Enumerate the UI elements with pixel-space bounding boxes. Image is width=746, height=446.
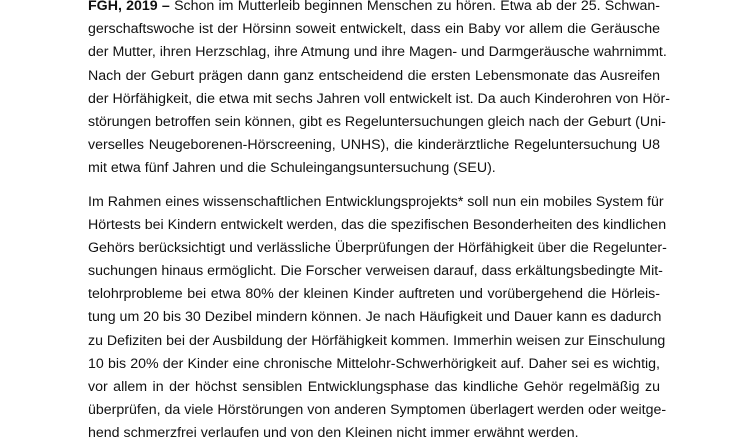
paragraph-line <box>88 0 660 18</box>
paragraph-line: mit etwa fünf Jahren und die Schuleingangsuntersuchung (SEU). <box>88 160 496 177</box>
paragraph-line: hend schmerzfrei verlaufen und von den Kleinen nicht immer erwähnt werden. <box>88 425 579 442</box>
paragraph-line: überprüfen, da viele Hörstörungen von anderen Symptomen überlagert werden oder weitge- <box>88 402 667 419</box>
paragraph-gap <box>88 181 660 191</box>
paragraph-line: Im Rahmen eines wissenschaftlichen Entwicklungsprojekts* soll nun ein mobiles System für <box>88 193 664 210</box>
paragraph-line: der Mutter, ihren Herzschlag, ihre Atmung und ihre Magen- und Darmgeräusche wahrnimmt. <box>88 44 667 61</box>
paragraph-line: der Hörfähigkeit, die etwa mit sechs Jahren voll entwickelt ist. Da auch Kinderohren von Hör- <box>88 90 670 107</box>
paragraph-project <box>88 191 667 446</box>
paragraph-line: 10 bis 20% der Kinder eine chronische Mittelohr-Schwerhörigkeit auf. Daher sei es wichtig, <box>88 355 660 372</box>
paragraph-line: verselles Neugeborenen-Hörscreening, UNHS), die kinderärztliche Regeluntersuchung U8 <box>88 137 660 154</box>
paragraph-line-text: Schon im Mutterleib beginnen Menschen zu hören. Etwa ab der 25. Schwan- <box>169 0 660 14</box>
paragraph-line: Hörtests bei Kindern entwickelt werden, das die spezifischen Besonderheiten des kindlichen <box>88 216 667 233</box>
paragraph-intro <box>88 0 670 181</box>
paragraph-line: zu Defiziten bei der Ausbildung der Hörfähigkeit kommen. Immerhin weisen zur Einschulung <box>88 332 666 349</box>
paragraph-line: tung um 20 bis 30 Dezibel mindern können. Je nach Häufigkeit und Dauer kann es dadurch <box>88 309 662 326</box>
paragraph-line: telohrprobleme bei etwa 80% der kleinen Kinder auftreten und vorübergehend die Hörleis- <box>88 286 660 303</box>
dateline: FGH, 2019 – <box>88 0 170 14</box>
paragraph-line: vor allem in der höchst sensiblen Entwicklungsphase das kindliche Gehör regelmäßig zu <box>88 379 660 395</box>
document-body <box>88 0 670 446</box>
paragraph-line: suchungen hinaus ermöglicht. Die Forscher verweisen darauf, dass erkältungsbedingte Mit- <box>88 263 663 280</box>
paragraph-line: gerschaftswoche ist der Hörsinn soweit entwickelt, dass ein Baby vor allem die Geräusche <box>88 21 660 38</box>
paragraph-line: Nach der Geburt prägen dann ganz entscheidend die ersten Lebensmonate das Ausreifen <box>88 67 660 84</box>
paragraph-line: störungen betroffen sein können, gibt es Regeluntersuchungen gleich nach der Geburt (Uni- <box>88 113 666 130</box>
paragraph-line: Gehörs berücksichtigt und verlässliche Überprüfungen der Hörfähigkeit über die Regelunter- <box>88 239 667 256</box>
